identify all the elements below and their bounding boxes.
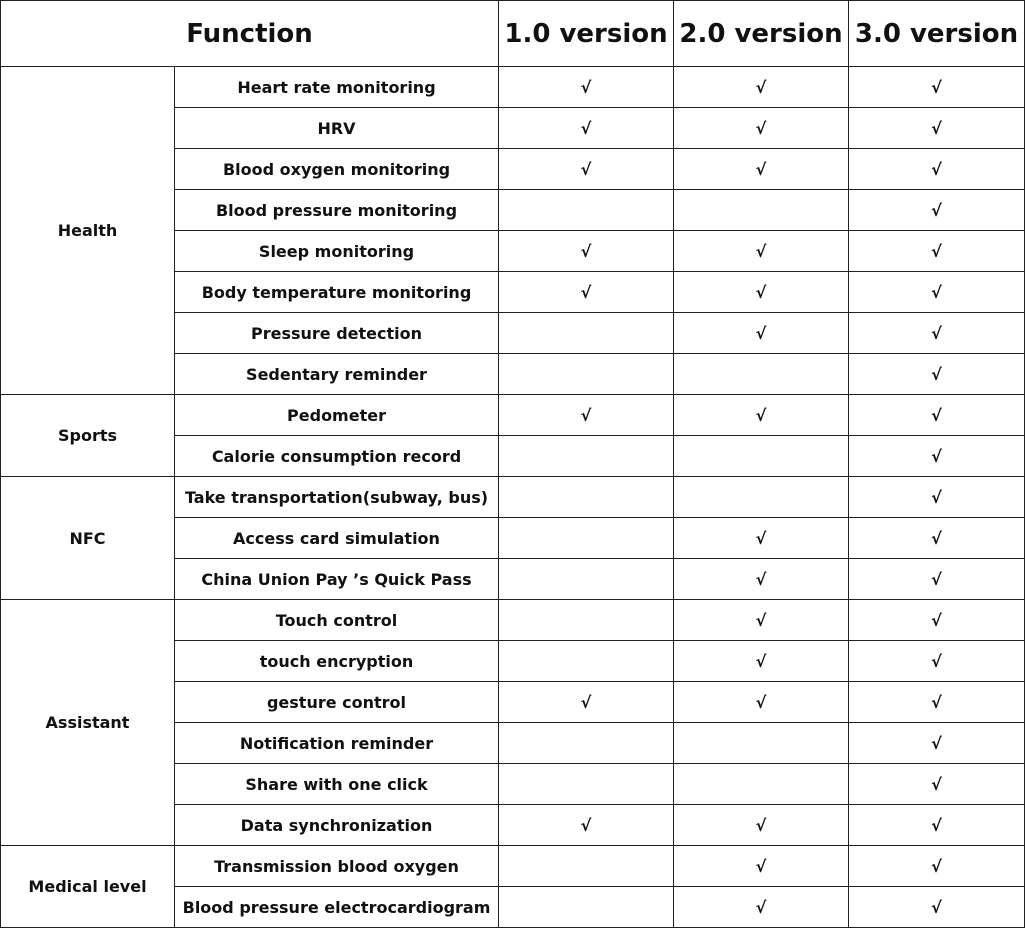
check-cell-v3: √ (849, 477, 1025, 518)
check-cell-v2 (674, 436, 849, 477)
feature-cell: Calorie consumption record (175, 436, 499, 477)
check-cell-v3: √ (849, 436, 1025, 477)
check-cell-v2: √ (674, 313, 849, 354)
check-cell-v2: √ (674, 395, 849, 436)
check-cell-v1 (499, 436, 674, 477)
check-cell-v3: √ (849, 805, 1025, 846)
check-cell-v1 (499, 190, 674, 231)
check-cell-v3: √ (849, 395, 1025, 436)
check-cell-v3: √ (849, 846, 1025, 887)
feature-cell: Touch control (175, 600, 499, 641)
feature-cell: gesture control (175, 682, 499, 723)
check-cell-v2: √ (674, 272, 849, 313)
feature-cell: Access card simulation (175, 518, 499, 559)
check-cell-v1 (499, 641, 674, 682)
feature-cell: Blood pressure monitoring (175, 190, 499, 231)
check-cell-v1 (499, 313, 674, 354)
check-cell-v2 (674, 477, 849, 518)
category-cell: NFC (1, 477, 175, 600)
table-row (1, 395, 1025, 436)
feature-cell: Data synchronization (175, 805, 499, 846)
check-cell-v1: √ (499, 67, 674, 108)
version-header-1: 1.0 version (499, 1, 674, 67)
feature-cell: Share with one click (175, 764, 499, 805)
check-cell-v3: √ (849, 313, 1025, 354)
feature-cell: Blood oxygen monitoring (175, 149, 499, 190)
check-cell-v3: √ (849, 559, 1025, 600)
check-cell-v1: √ (499, 108, 674, 149)
category-cell: Health (1, 67, 175, 395)
feature-cell: touch encryption (175, 641, 499, 682)
check-cell-v1: √ (499, 805, 674, 846)
function-header: Function (1, 1, 499, 67)
feature-cell: Sedentary reminder (175, 354, 499, 395)
check-cell-v1 (499, 846, 674, 887)
check-cell-v3: √ (849, 149, 1025, 190)
feature-cell: Pressure detection (175, 313, 499, 354)
check-cell-v1: √ (499, 272, 674, 313)
check-cell-v2 (674, 190, 849, 231)
table-row (1, 67, 1025, 108)
check-cell-v3: √ (849, 518, 1025, 559)
table-row (1, 846, 1025, 887)
check-cell-v3: √ (849, 272, 1025, 313)
check-cell-v2 (674, 354, 849, 395)
check-cell-v2: √ (674, 682, 849, 723)
check-cell-v1 (499, 518, 674, 559)
check-cell-v2: √ (674, 641, 849, 682)
check-cell-v1 (499, 887, 674, 928)
check-cell-v2: √ (674, 67, 849, 108)
check-cell-v3: √ (849, 67, 1025, 108)
check-cell-v3: √ (849, 600, 1025, 641)
version-header-3: 3.0 version (849, 1, 1025, 67)
check-cell-v1: √ (499, 231, 674, 272)
check-cell-v2: √ (674, 887, 849, 928)
category-cell: Sports (1, 395, 175, 477)
feature-cell: Heart rate monitoring (175, 67, 499, 108)
check-cell-v2: √ (674, 600, 849, 641)
check-cell-v3: √ (849, 190, 1025, 231)
check-cell-v3: √ (849, 723, 1025, 764)
category-cell: Assistant (1, 600, 175, 846)
check-cell-v2: √ (674, 149, 849, 190)
check-cell-v3: √ (849, 231, 1025, 272)
check-cell-v2 (674, 764, 849, 805)
check-cell-v1: √ (499, 395, 674, 436)
check-cell-v3: √ (849, 108, 1025, 149)
feature-cell: Transmission blood oxygen (175, 846, 499, 887)
check-cell-v3: √ (849, 682, 1025, 723)
feature-cell: Pedometer (175, 395, 499, 436)
check-cell-v2 (674, 723, 849, 764)
check-cell-v1: √ (499, 682, 674, 723)
check-cell-v1 (499, 723, 674, 764)
check-cell-v2: √ (674, 518, 849, 559)
feature-cell: Notification reminder (175, 723, 499, 764)
check-cell-v1 (499, 354, 674, 395)
check-cell-v3: √ (849, 887, 1025, 928)
category-cell: Medical level (1, 846, 175, 928)
feature-cell: Body temperature monitoring (175, 272, 499, 313)
table-row (1, 477, 1025, 518)
feature-cell: Sleep monitoring (175, 231, 499, 272)
header-row (1, 1, 1025, 67)
check-cell-v1 (499, 477, 674, 518)
check-cell-v2: √ (674, 846, 849, 887)
check-cell-v3: √ (849, 641, 1025, 682)
feature-cell: Blood pressure electrocardiogram (175, 887, 499, 928)
check-cell-v2: √ (674, 805, 849, 846)
check-cell-v3: √ (849, 354, 1025, 395)
check-cell-v1 (499, 559, 674, 600)
check-cell-v1 (499, 764, 674, 805)
check-cell-v3: √ (849, 764, 1025, 805)
feature-cell: China Union Pay ’s Quick Pass (175, 559, 499, 600)
check-cell-v1 (499, 600, 674, 641)
check-cell-v2: √ (674, 108, 849, 149)
feature-cell: HRV (175, 108, 499, 149)
feature-cell: Take transportation(subway, bus) (175, 477, 499, 518)
check-cell-v2: √ (674, 231, 849, 272)
check-cell-v2: √ (674, 559, 849, 600)
version-header-2: 2.0 version (674, 1, 849, 67)
table-row (1, 600, 1025, 641)
check-cell-v1: √ (499, 149, 674, 190)
